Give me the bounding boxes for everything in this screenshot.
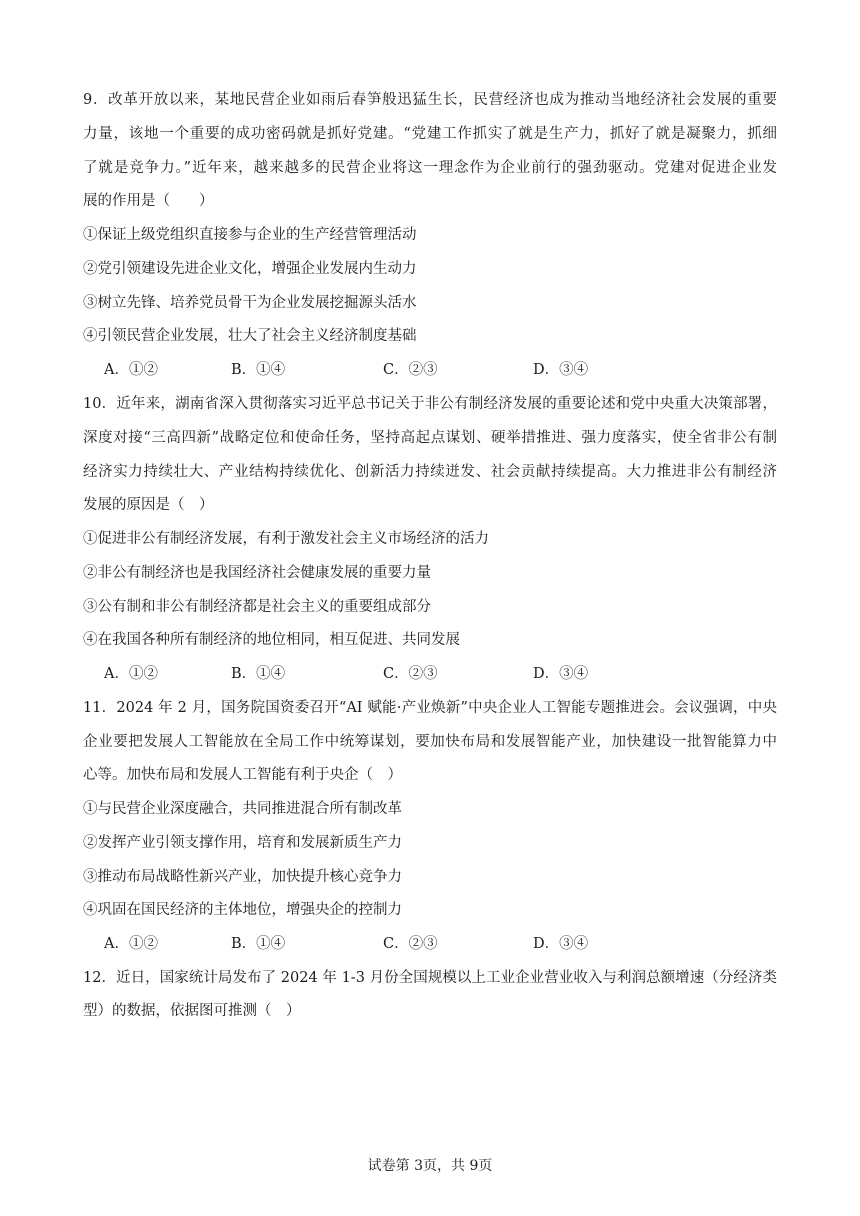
question-stem-line: 展的作用是（ ） bbox=[83, 193, 214, 209]
question-stem-line: 心等。加快布局和发展人工智能有利于央企（ ） bbox=[83, 767, 402, 783]
statement-3: ③树立先锋、培养党员骨干为企业发展挖掘源头活水 bbox=[83, 295, 417, 311]
statement-2: ②发挥产业引领支撑作用，培育和发展新质生产力 bbox=[83, 835, 402, 851]
option-b[interactable]: B．①④ bbox=[231, 936, 286, 952]
option-c[interactable]: C．②③ bbox=[383, 936, 438, 952]
option-c[interactable]: C．②③ bbox=[383, 362, 438, 378]
option-b[interactable]: B．①④ bbox=[231, 362, 286, 378]
question-stem-line: 发展的原因是（ ） bbox=[83, 497, 214, 513]
option-a[interactable]: A．①② bbox=[104, 362, 158, 378]
page-footer: 试卷第 3页，共 9页 bbox=[367, 1158, 493, 1174]
statement-4: ④巩固在国民经济的主体地位，增强央企的控制力 bbox=[83, 902, 402, 918]
option-d[interactable]: D．③④ bbox=[533, 666, 589, 682]
statement-3: ③推动布局战略性新兴产业，加快提升核心竞争力 bbox=[83, 869, 402, 885]
option-d[interactable]: D．③④ bbox=[533, 362, 589, 378]
question-stem-line: 型）的数据，依据图可推测（ ） bbox=[83, 1003, 301, 1019]
question-stem-line: 了就是竞争力。”近年来，越来越多的民营企业将这一理念作为企业前行的强劲驱动。党建对促进企业发 bbox=[83, 160, 777, 176]
option-a[interactable]: A．①② bbox=[104, 936, 158, 952]
question-stem-line: 10．近年来，湖南省深入贯彻落实习近平总书记关于非公有制经济发展的重要论述和党中央重大决策部署， bbox=[83, 396, 777, 412]
question-stem-line: 力量，该地一个重要的成功密码就是抓好党建。“党建工作抓实了就是生产力，抓好了就是凝聚力，抓细 bbox=[83, 126, 777, 142]
option-c[interactable]: C．②③ bbox=[383, 666, 438, 682]
statement-3: ③公有制和非公有制经济都是社会主义的重要组成部分 bbox=[83, 599, 431, 615]
statement-4: ④在我国各种所有制经济的地位相同，相互促进、共同发展 bbox=[83, 632, 460, 648]
statement-2: ②非公有制经济也是我国经济社会健康发展的重要力量 bbox=[83, 565, 431, 581]
statement-1: ①与民营企业深度融合，共同推进混合所有制改革 bbox=[83, 801, 402, 817]
option-a[interactable]: A．①② bbox=[104, 666, 158, 682]
option-b[interactable]: B．①④ bbox=[231, 666, 286, 682]
question-stem-line: 12．近日，国家统计局发布了 2024 年 1-3 月份全国规模以上工业企业营业收入与利润总额增速（分经济类 bbox=[83, 970, 777, 986]
question-stem-line: 经济实力持续壮大、产业结构持续优化、创新活力持续迸发、社会贡献持续提高。大力推进非公有制经济 bbox=[83, 464, 777, 480]
statement-4: ④引领民营企业发展，壮大了社会主义经济制度基础 bbox=[83, 328, 417, 344]
question-stem-line: 9．改革开放以来，某地民营企业如雨后春笋般迅猛生长，民营经济也成为推动当地经济社会发展的重要 bbox=[83, 92, 777, 108]
question-stem-line: 深度对接“三高四新”战略定位和使命任务，坚持高起点谋划、硬举措推进、强力度落实，使全省非公有制 bbox=[83, 430, 777, 446]
statement-1: ①促进非公有制经济发展，有利于激发社会主义市场经济的活力 bbox=[83, 531, 489, 547]
statement-1: ①保证上级党组织直接参与企业的生产经营管理活动 bbox=[83, 227, 417, 243]
statement-2: ②党引领建设先进企业文化，增强企业发展内生动力 bbox=[83, 261, 417, 277]
question-stem-line: 11．2024 年 2 月，国务院国资委召开“AI 赋能·产业焕新”中央企业人工智能专题推进会。会议强调，中央 bbox=[83, 700, 777, 716]
question-stem-line: 企业要把发展人工智能放在全局工作中统筹谋划，要加快布局和发展智能产业，加快建设一批智能算力中 bbox=[83, 734, 777, 750]
option-d[interactable]: D．③④ bbox=[533, 936, 589, 952]
